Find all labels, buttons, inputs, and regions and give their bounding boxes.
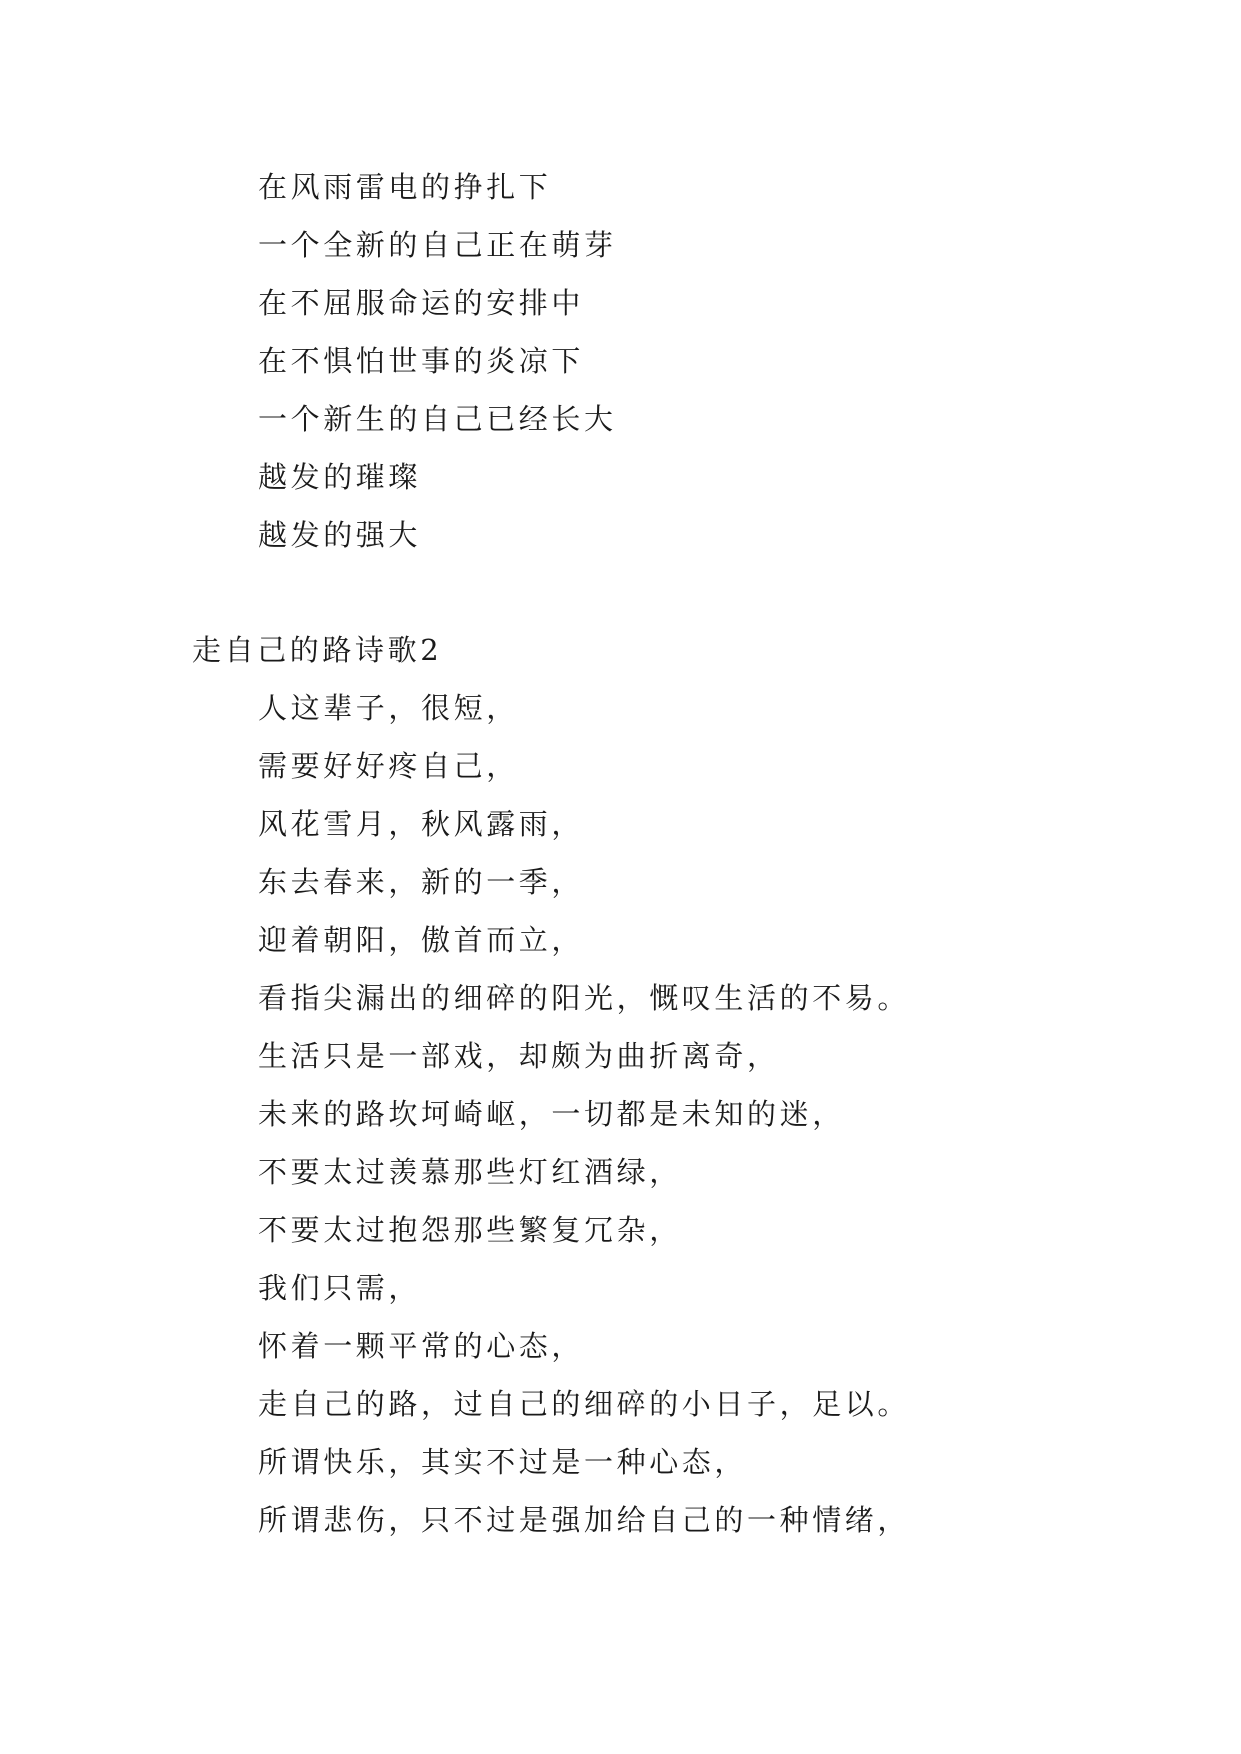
poem-line: 需要好好疼自己， xyxy=(258,749,519,783)
poem-line: 在不惧怕世事的炎凉下 xyxy=(258,344,585,378)
poem-line: 我们只需， xyxy=(258,1271,422,1305)
poem-line: 不要太过羡慕那些灯红酒绿， xyxy=(258,1155,682,1189)
poem-line: 人这辈子，很短， xyxy=(258,691,519,725)
poem-line: 未来的路坎坷崎岖，一切都是未知的迷， xyxy=(258,1097,845,1131)
poem-line: 在风雨雷电的挣扎下 xyxy=(258,170,552,204)
poem-line: 越发的强大 xyxy=(258,518,422,552)
poem-line: 一个新生的自己已经长大 xyxy=(258,402,617,436)
poem-line: 东去春来，新的一季， xyxy=(258,865,585,899)
poem-line: 在不屈服命运的安排中 xyxy=(258,286,585,320)
poem-line: 生活只是一部戏，却颇为曲折离奇， xyxy=(258,1039,780,1073)
poem-line: 看指尖漏出的细碎的阳光，慨叹生活的不易。 xyxy=(258,981,911,1015)
poem-title: 走自己的路诗歌2 xyxy=(192,633,443,667)
poem-line: 一个全新的自己正在萌芽 xyxy=(258,228,617,262)
poem-line: 不要太过抱怨那些繁复冗杂， xyxy=(258,1213,682,1247)
poem-line: 怀着一颗平常的心态， xyxy=(258,1329,585,1363)
poem-line: 所谓悲伤，只不过是强加给自己的一种情绪， xyxy=(258,1503,911,1537)
poem-line: 走自己的路，过自己的细碎的小日子，足以。 xyxy=(258,1387,911,1421)
poem-line: 所谓快乐，其实不过是一种心态， xyxy=(258,1445,748,1479)
poem-line: 风花雪月，秋风露雨， xyxy=(258,807,585,841)
poem-line: 迎着朝阳，傲首而立， xyxy=(258,923,585,957)
poem-line: 越发的璀璨 xyxy=(258,460,422,494)
